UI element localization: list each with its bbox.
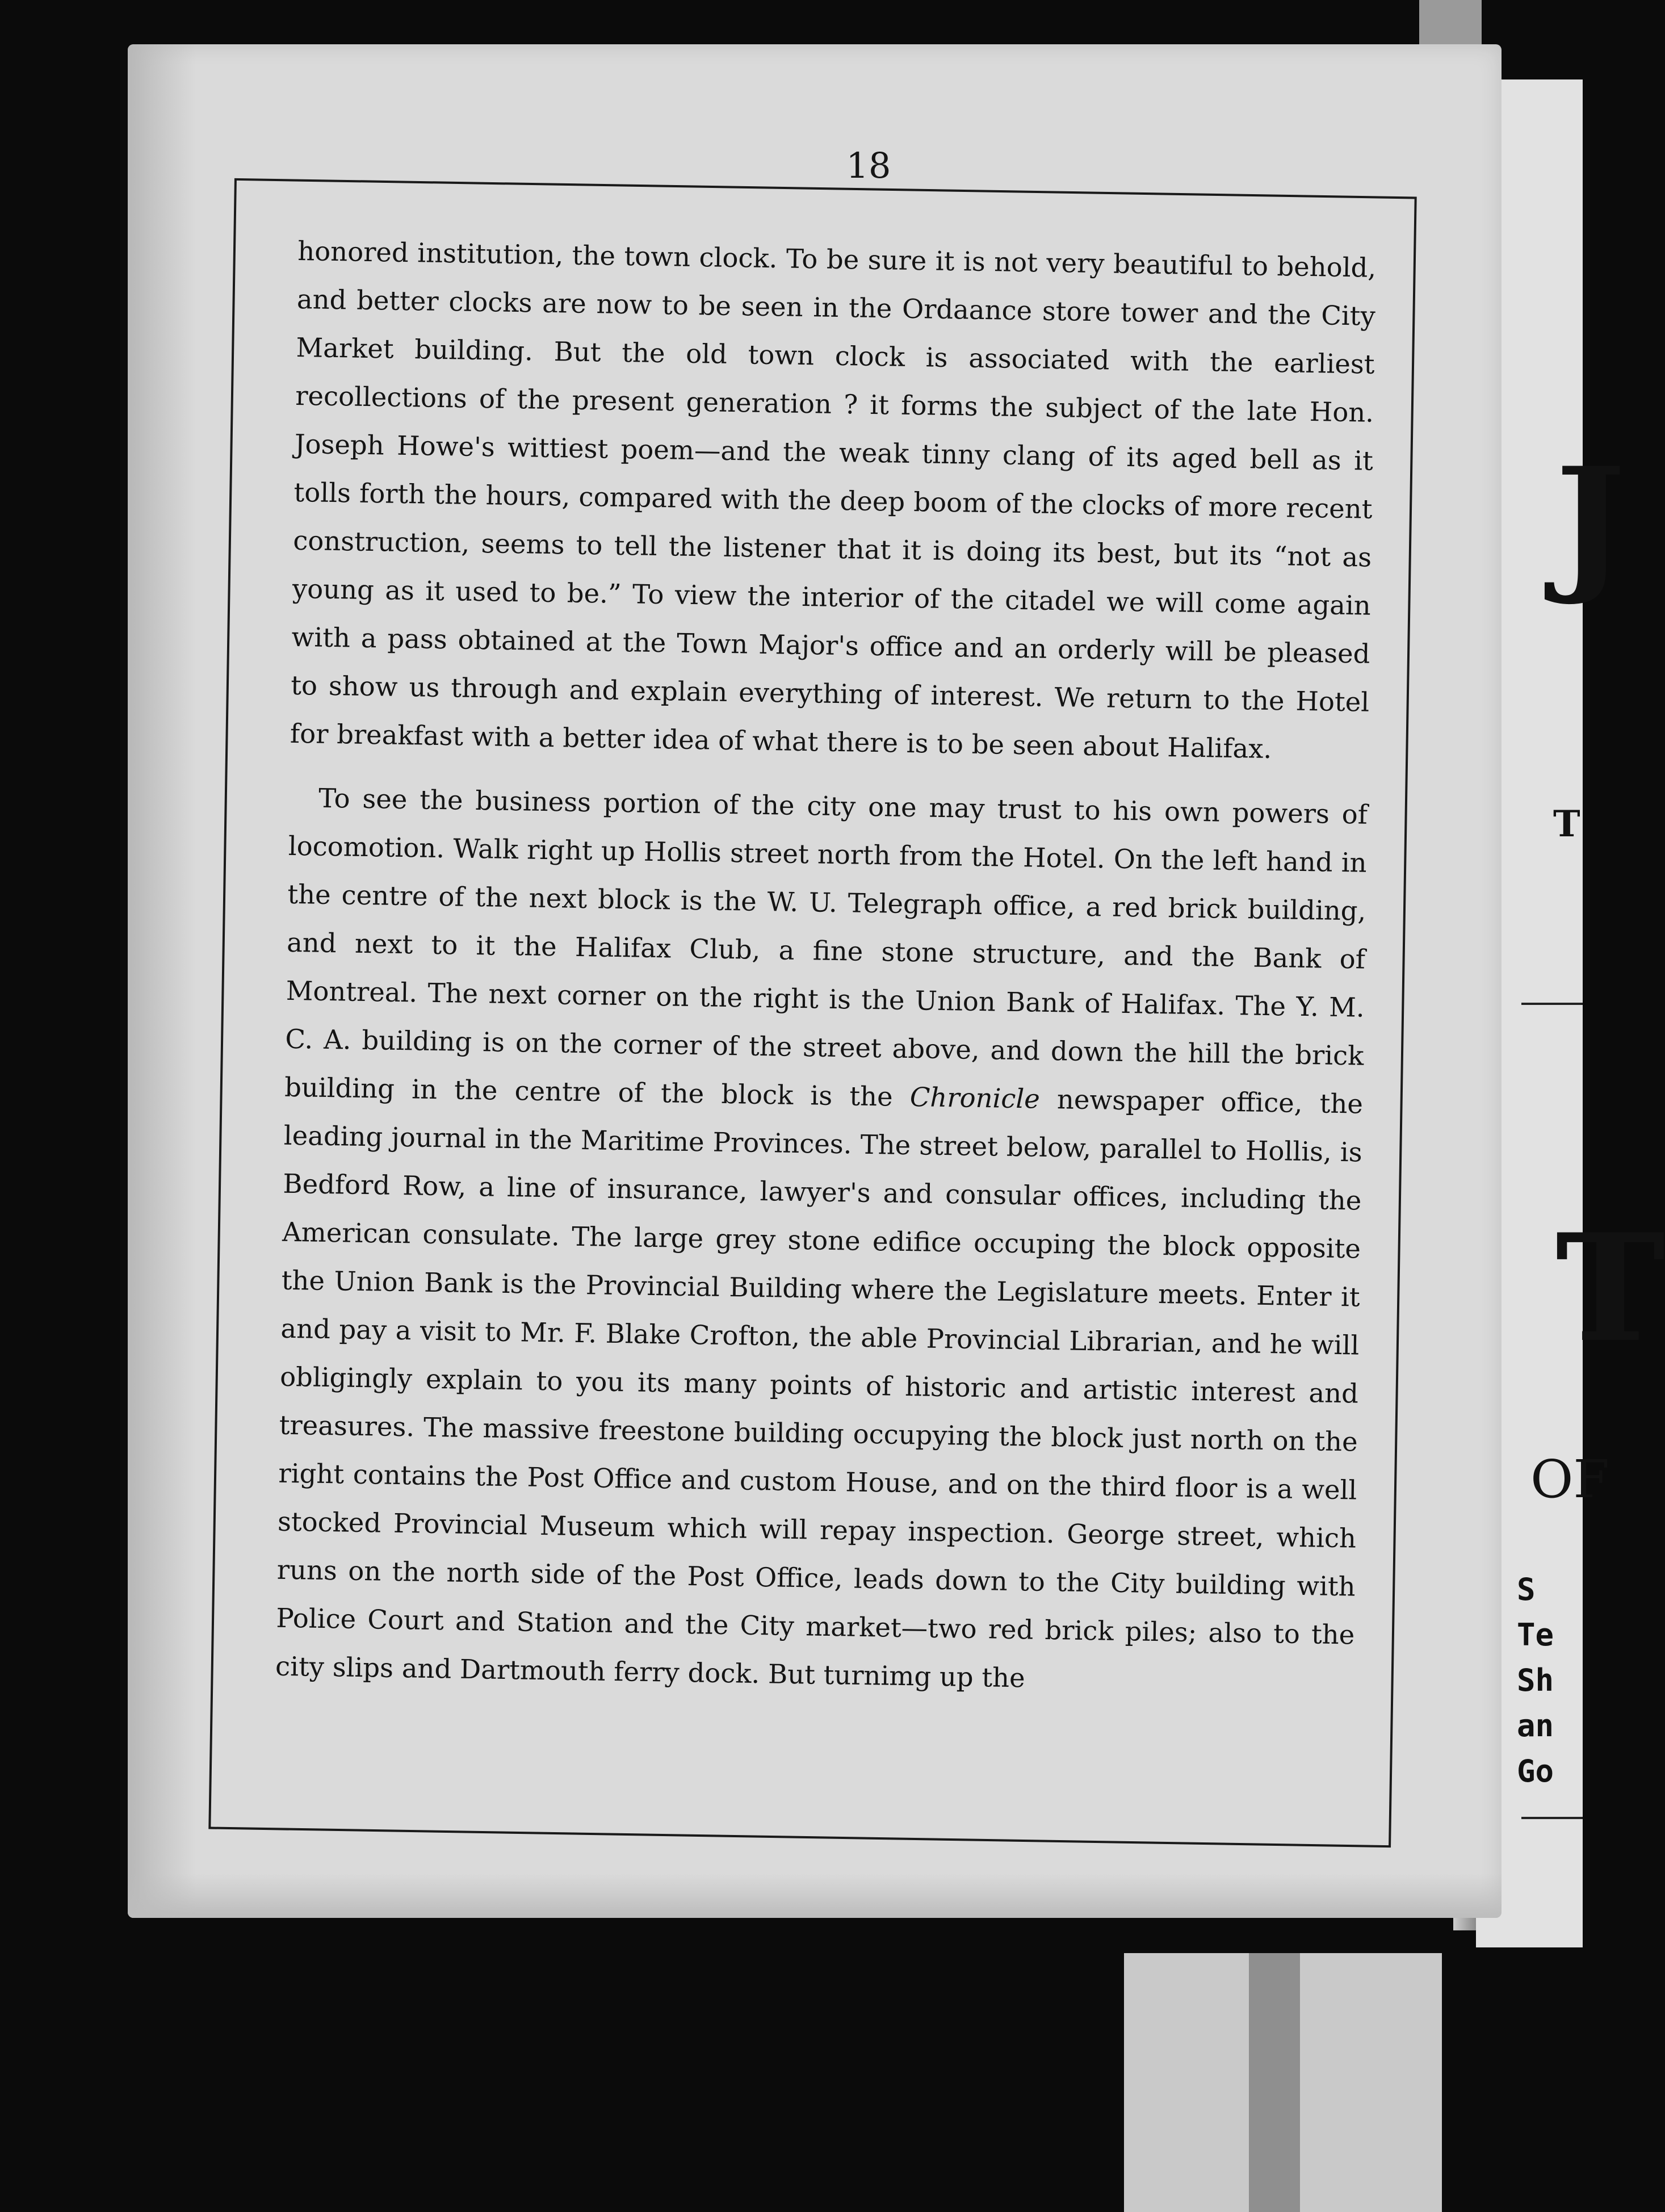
paragraph: [275, 774, 1368, 1708]
page-edge-shading: [128, 44, 196, 1918]
page-number: 18: [846, 145, 891, 186]
facing-page-glyph: T: [1553, 803, 1580, 845]
facing-page-line: S: [1517, 1572, 1536, 1607]
facing-page-line: Go: [1517, 1753, 1554, 1789]
facing-page-line: an: [1517, 1708, 1554, 1744]
paragraph: honored institution, the town clock. To be sure it is not very beautiful to behold, and better clocks are now to be seen in the Ordaance store tower and the City Market building. But the old town clock is associated with the earliest recollections of the present generation ? it forms the subject of the late Hon. Joseph Howe's wittiest poem—and the weak tinny clang of its aged bell as it tolls forth the hours, compared with the deep boom of the clocks of more recent construction, seems to tell the listener that it is doing its best, but its “not as young as it used to be.” To view the interior of the citadel we will come again with a pass obtained at the Town Major's office and an orderly will be pleased to show us through and explain everything of interest. We return to the Hotel for breakfast with a better idea of what there is to be seen about Halifax.: [290, 235, 1377, 765]
facing-page-glyph: T: [1555, 1202, 1665, 1375]
facing-page-lines: [1517, 1567, 1554, 1794]
facing-page-rule: [1521, 1003, 1583, 1005]
facing-page-rule: [1521, 1817, 1583, 1819]
body-text: [275, 227, 1377, 1724]
facing-page-glyph: J: [1555, 435, 1626, 609]
scan-background-strip: [1249, 1953, 1300, 2212]
paragraph-text: newspaper office, the leading journal in the Maritime Provinces. The street below, parallel to Hollis, is Bedford Row, a line of insurance, lawyer's and consular offices, including the American consulate. The large grey stone edifice occuping the block opposite the Union Bank is the Provincial Building where the Legislature meets. Enter it and pay a visit to Mr. F. Blake Crofton, the able Provincial Librarian, and he will obligingly explain to you its many points of historic and artistic interest and treasures. The massive freestone building occupying the block just north on the right contains the Post Office and custom House, and on the third floor is a well stocked Provincial Museum which will repay inspection. George street, which runs on the north side of the Post Office, leads down to the City building with Police Court and Station and the City market—two red brick piles; also to the city slips and Dartmouth ferry dock. But turnimg up the: [275, 1083, 1364, 1694]
paragraph-text: To see the business portion of the city one may trust to his own powers of locomotion. Walk right up Hollis street north from the Hotel. On the left hand in the centre of the next block is the W. U. Telegraph office, a red brick building, and next to it the Halifax Club, a fine stone structure, and the Bank of Montreal. The next corner on the right is the Union Bank of Halifax. The Y. M. C. A. building is on the corner of the street above, and down the hill the brick building in the centre of the block is the: [284, 782, 1368, 1113]
newspaper-name: Chronicle: [909, 1082, 1041, 1115]
facing-page-glyph: OF: [1530, 1449, 1610, 1510]
page-edge-shading: [128, 1874, 1502, 1918]
facing-page-line: Te: [1517, 1617, 1554, 1653]
facing-page-line: Sh: [1517, 1662, 1554, 1698]
